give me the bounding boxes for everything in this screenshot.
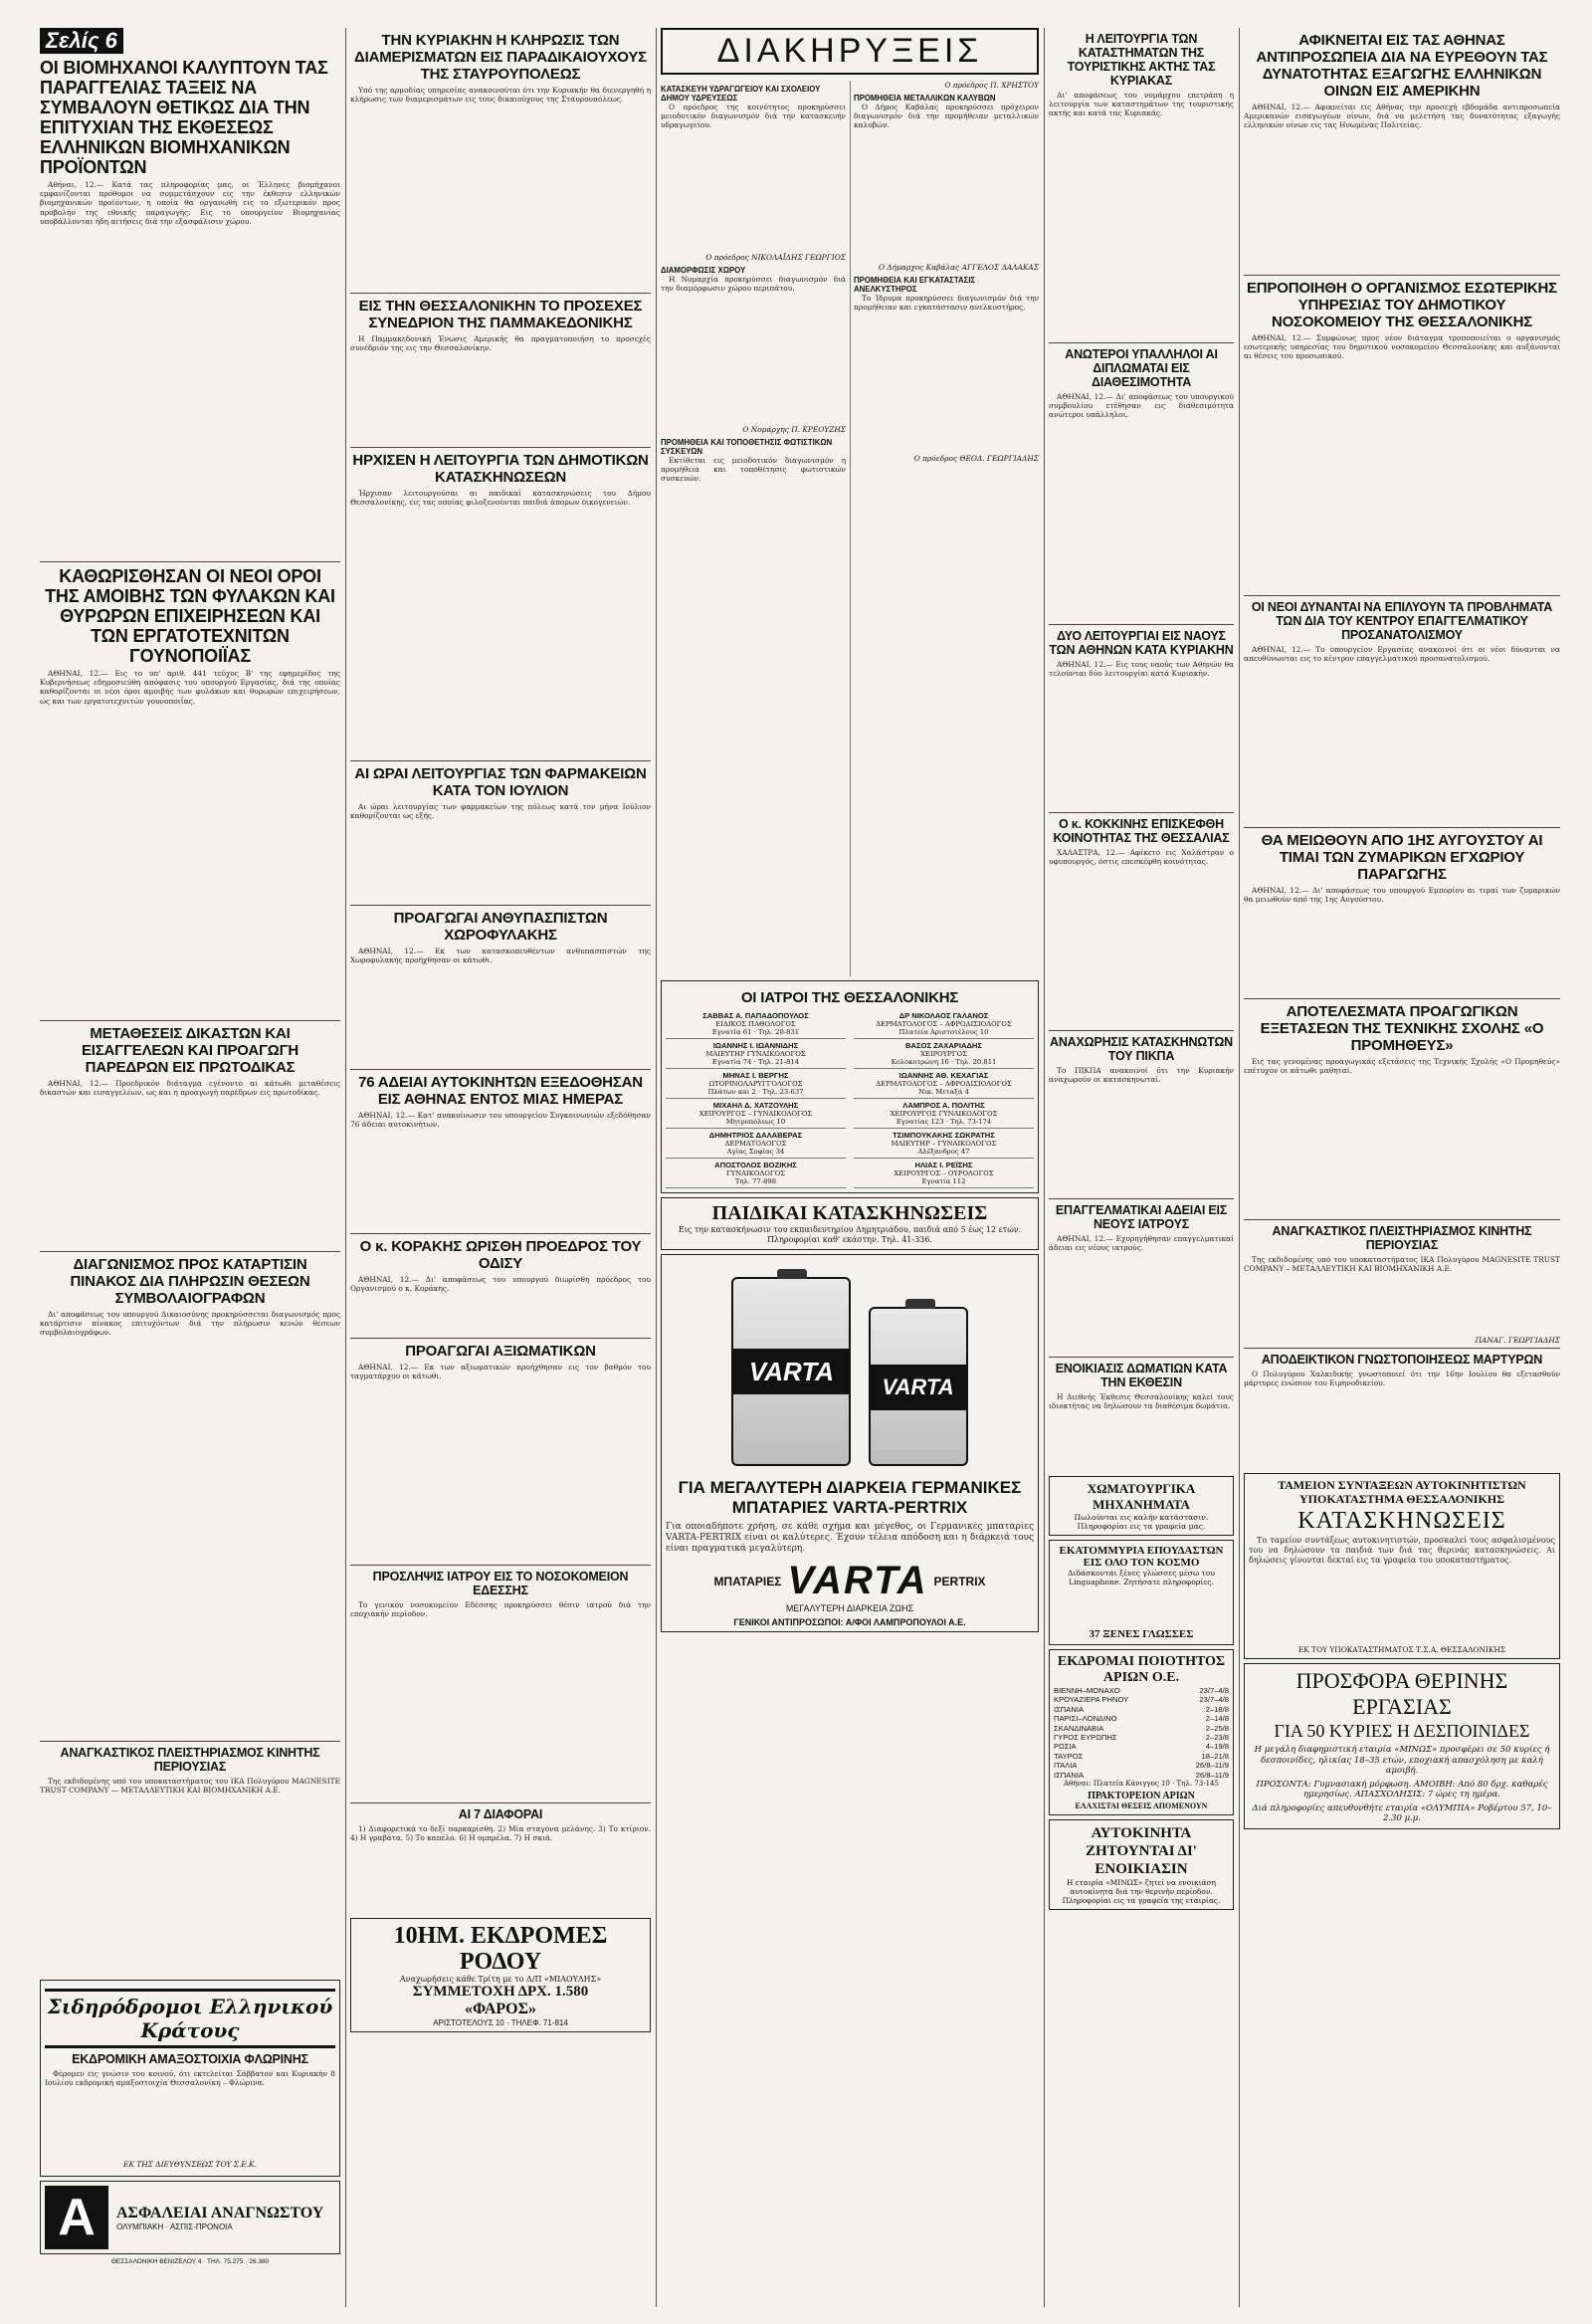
divider <box>1244 1219 1560 1220</box>
trip-row <box>1054 1761 1229 1770</box>
varta-logo: VARTA <box>787 1559 928 1602</box>
linguaphone-text: Διδάσκονται ξένες γλώσσες μέσω του Linguaphone. Ζητήσατε πληροφορίες. <box>1068 1569 1215 1586</box>
doctor-card <box>666 1039 846 1069</box>
doctor-name: ΙΩΑΝΝΗΣ Ι. ΙΩΑΝΝΙΔΗΣ <box>712 1041 799 1050</box>
doctor-specialty: ΕΙΔΙΚΟΣ ΠΑΘΟΛΟΓΟΣ <box>715 1020 796 1028</box>
divider <box>1049 1198 1234 1199</box>
article-headline: ΑΝΩΤΕΡΟΙ ΥΠΑΛΛΗΛΟΙ ΑΙ ΔΙΠΛΩΜΑΤΑΙ ΕΙΣ ΔΙΑΘΕΣΙΜΟΤΗΤΑ <box>1065 347 1218 389</box>
notice-item <box>661 85 846 262</box>
article-body: Το γενικόν νοσοκομείον Εδέσσης προκηρύσσει θέσιν ιατρού διά την εποχιακήν περίοδον. <box>350 1600 651 1619</box>
article-headline: ΔΙΑΓΩΝΙΣΜΟΣ ΠΡΟΣ ΚΑΤΑΡΤΙΣΙΝ ΠΙΝΑΚΟΣ ΔΙΑ ΠΛΗΡΩΣΙΝ ΘΕΣΕΩΝ ΣΥΜΒΟΛΑΙΟΓΡΑΦΩΝ <box>70 1256 310 1307</box>
trip-route: ΡΩΣΙΑ <box>1054 1742 1077 1752</box>
trip-dates: 23/7–4/8 <box>1199 1686 1229 1695</box>
varta-body: Για οποιαδήποτε χρήση, σε κάθε σχήμα και μέγεθος, οι Γερμανικές μπαταρίες VARTA-PERTRIX είναι οι καλύτερες. Έχουν τέλεια απόδοση και η διάρκειά τους είναι πραγματικά μεγαλύτερη. <box>666 1522 1034 1554</box>
rhodes-address: ΑΡΙΣΤΟΤΕΛΟΥΣ 10 · ΤΗΛΕΦ. 71-814 <box>433 2018 568 2027</box>
offer-text: Η μεγάλη διαφημιστική εταιρία «ΜΙΝΩΣ» προσφέρει σε 50 κυρίες ή δεσποινίδες, ηλικίας 18–35 ετών, εποχιακή απασχόληση με καλή αμοιβή. <box>1254 1745 1550 1776</box>
article-body: Ήρχισαν λειτουργούσαι αι παιδικαί κατασκηνώσεις του Δήμου Θεσσαλονίκης, εις τας οποίας φιλοξενούνται παιδιά άπορων οικογενειών. <box>350 489 651 508</box>
article-headline: ΑΙ 7 ΔΙΑΦΟΡΑΙ <box>458 1807 543 1821</box>
doctors-title: ΟΙ ΙΑΤΡΟΙ ΤΗΣ ΘΕΣΣΑΛΟΝΙΚΗΣ <box>740 989 959 1006</box>
notice-title: ΠΡΟΜΗΘΕΙΑ ΚΑΙ ΤΟΠΟΘΕΤΗΣΙΣ ΦΩΤΙΣΤΙΚΩΝ ΣΥΣΚΕΥΩΝ <box>661 438 833 456</box>
insurance-name: ΑΣΦΑΛΕΙΑΙ ΑΝΑΓΝΩΣΤΟΥ <box>116 2204 324 2221</box>
divider <box>1049 1357 1234 1358</box>
divider <box>40 561 340 562</box>
insurance-ad <box>40 2181 340 2254</box>
railway-subtitle: ΕΚΔΡΟΜΙΚΗ ΑΜΑΞΟΣΤΟΙΧΙΑ ΦΛΩΡΙΝΗΣ <box>72 2052 308 2066</box>
doctor-address: Εγνατία 112 <box>921 1177 966 1185</box>
rhodes-title: 10ΗΜ. ΕΚΔΡΟΜΕΣ ΡΟΔΟΥ <box>393 1923 608 1975</box>
notice-title: ΔΙΑΜΟΡΦΩΣΙΣ ΧΩΡΟΥ <box>661 266 746 275</box>
article-headline: ΕΝΟΙΚΙΑΣΙΣ ΔΩΜΑΤΙΩΝ ΚΑΤΑ ΤΗΝ ΕΚΘΕΣΙΝ <box>1055 1362 1228 1389</box>
varta-brand-right: PERTRIX <box>933 1574 986 1588</box>
article-body: ΑΘΗΝΑΙ, 12.— Συμφώνως προς νέον διάταγμα τροποποιείται ο οργανισμός εσωτερικής υπηρεσίας του δημοτικού νοσοκομείου Θεσσαλονίκης και αυξάνονται αι θέσεις του προσωπικού. <box>1244 333 1560 361</box>
article-headline: 76 ΑΔΕΙΑΙ ΑΥΤΟΚΙΝΗΤΩΝ ΕΞΕΔΟΘΗΣΑΝ ΕΙΣ ΑΘΗΝΑΣ ΕΝΤΟΣ ΜΙΑΣ ΗΜΕΡΑΣ <box>358 1074 643 1108</box>
doctor-address: Εγνατία 61 · Τηλ. 20-831 <box>711 1028 800 1036</box>
trip-dates: 26/8–11/9 <box>1195 1761 1229 1771</box>
doctor-specialty: ΓΥΝΑΙΚΟΛΟΓΟΣ <box>726 1169 785 1177</box>
article-body: Η Παμμακεδονική Ένωσις Αμερικής θα πραγματοποιήση το προσεχές συνέδριόν της εις την Θεσσαλονίκην. <box>350 334 651 353</box>
article-body: ΑΘΗΝΑΙ, 12.— Προεδρικόν διάταγμα εγένοντο αι κάτωθι μεταθέσεις δικαστών και εισαγγελέων, ως και η προαγωγή παρέδρων εις πρωτοδίκας. <box>40 1079 340 1098</box>
doctor-specialty: ΧΕΙΡΟΥΡΓΟΣ ΓΥΝΑΙΚΟΛΟΓΟΣ <box>890 1110 998 1118</box>
divider <box>350 760 651 761</box>
doctor-name: ΣΑΒΒΑΣ Α. ΠΑΠΑΔΟΠΟΥΛΟΣ <box>702 1011 809 1020</box>
trip-route: ΙΤΑΛΙΑ <box>1054 1761 1078 1771</box>
notice-body: Η Νομαρχία προκηρύσσει διαγωνισμόν διά την διαμόρφωσιν χώρου περιπάτου. <box>661 275 846 294</box>
article-body: ΑΘΗΝΑΙ, 12.— Δι' αποφάσεως του υπουργού διωρίσθη πρόεδρος του Οργανισμού ο κ. Κοράκης. <box>350 1275 651 1294</box>
page-number-tag <box>40 28 340 54</box>
divider <box>1244 827 1560 828</box>
varta-brand-row <box>666 1559 1034 1603</box>
witness-headline: ΑΠΟΔΕΙΚΤΙΚΟΝ ΓΝΩΣΤΟΠΟΙΗΣΕΩΣ ΜΑΡΤΥΡΩΝ <box>1261 1353 1543 1367</box>
divider <box>1244 595 1560 596</box>
trip-dates: 2–23/8 <box>1205 1733 1229 1743</box>
insurance-address: ΘΕΣΣΑΛΟΝΙΚΗ ΒΕΝΙΖΕΛΟΥ 4 · ΤΗΛ. 75.275 · 26.380 <box>110 2258 270 2265</box>
article-headline: ΔΥΟ ΛΕΙΤΟΥΡΓΙΑΙ ΕΙΣ ΝΑΟΥΣ ΤΩΝ ΑΘΗΝΩΝ ΚΑΤΑ ΚΥΡΙΑΚΗΝ <box>1049 629 1234 657</box>
trip-row <box>1054 1742 1229 1751</box>
notice-body: Ο πρόεδρος της κοινότητος προκηρύσσει μειοδοτικόν διαγωνισμόν διά την κατασκευήν υδραγωγείου. <box>661 103 846 130</box>
divider <box>1049 1030 1234 1031</box>
column-rule <box>1044 28 1045 2307</box>
divider <box>1049 812 1234 813</box>
notice-body: Το Ίδρυμα προκηρύσσει διαγωνισμόν διά την προμήθειαν και εγκατάστασιν ανελκυστήρος. <box>854 294 1039 313</box>
divider <box>1244 1348 1560 1349</box>
doctor-specialty: ΔΕΡΜΑΤΟΛΟΓΟΣ – ΑΦΡΟΔΙΣΙΟΛΟΓΟΣ <box>876 1080 1012 1088</box>
insurance-text <box>116 2205 323 2231</box>
divider <box>40 1251 340 1252</box>
column-5 <box>1244 28 1560 1833</box>
article-body: Αι ώραι λειτουργίας των φαρμακείων της πόλεως κατά τον μήνα Ιούλιον καθορίζονται ως εξής. <box>350 802 651 821</box>
fund-big-title: ΚΑΤΑΣΚΗΝΩΣΕΙΣ <box>1297 1508 1506 1534</box>
trip-dates: 26/8–11/9 <box>1195 1770 1229 1780</box>
article-body: Υπό της αρμοδίας υπηρεσίας ανακοινούται ότι την Κυριακήν θα διενεργηθή η κλήρωσις των διαμερισμάτων εις τους δικαιούχους της Σταυρουπόλεως. <box>350 86 651 105</box>
auction-signature: ΠΑΝΑΓ. ΓΕΩΡΓΙΑΔΗΣ <box>1475 1336 1560 1345</box>
column-rule <box>656 28 657 2307</box>
notice-title: ΠΡΟΜΗΘΕΙΑ ΚΑΙ ΕΓΚΑΤΑΣΤΑΣΙΣ ΑΝΕΛΚΥΣΤΗΡΟΣ <box>854 276 976 294</box>
article-body: Το ΠΙΚΠΑ ανακοινοί ότι την Κυριακήν αναχωρούν οι κατασκηνωταί. <box>1049 1066 1234 1085</box>
trip-route: ΣΚΑΝΔΙΝΑΒΙΑ <box>1054 1723 1104 1733</box>
article-body: ΑΘΗΝΑΙ, 12.— Αφικνείται εις Αθήνας την προσεχή εβδομάδα αντιπροσωπεία Αμερικανών εισαγωγέων οίνων, διά να μελετήση τας δυνατότητας εξαγωγής ελληνικών οίνων εις τας Ηνωμένας Πολιτείας. <box>1244 103 1560 130</box>
doctor-specialty: ΩΤΟΡΙΝΟΛΑΡΥΓΓΟΛΟΓΟΣ <box>708 1080 803 1088</box>
offer-contact: Διά πληροφορίες απευθυνθήτε εταιρία «ΟΛΥΜΠΙΑ» Ροβέρτου 57, 10–2.30 μ.μ. <box>1252 1802 1552 1823</box>
notice-signature: Ο Νομάρχης Π. ΚΡΕΟΥΖΗΣ <box>742 425 846 434</box>
article-headline: ΑΝΑΧΩΡΗΣΙΣ ΚΑΤΑΣΚΗΝΩΤΩΝ ΤΟΥ ΠΙΚΠΑ <box>1050 1035 1233 1063</box>
article-body: Δι' αποφάσεως του νομάρχου επετράπη η λειτουργία των καταστημάτων της τουριστικής ακτής και κατά τας Κυριακάς. <box>1049 91 1234 118</box>
trips-title: ΕΚΔΡΟΜΑΙ ΠΟΙΟΤΗΤΟΣ ΑΡΙΩΝ Ο.Ε. <box>1057 1654 1226 1685</box>
trip-route: ΠΑΡΙΣΙ–ΛΟΝΔΙΝΟ <box>1054 1714 1117 1724</box>
offer-requirements: ΠΡΟΣΟΝΤΑ: Γυμνασιακή μόρφωση. ΑΜΟΙΒΗ: Από 80 δρχ. καθαρές ημερησίως. ΑΠΑΣΧΟΛΗΣΙΣ: 7 ώρες τη ημέρα. <box>1256 1779 1548 1799</box>
article-body: ΑΘΗΝΑΙ, 12.— Εις το υπ' αριθ. 441 τεύχος Β' της εφημερίδος της Κυβερνήσεως εδημοσιεύθη απόφασις του υπουργού Εργασίας, διά της οποίας καθορίζονται οι νέοι όροι αμοιβής των φυλάκων και θυρωρών επιχειρήσεων, ως και των εργατοτεχνιτών γουνοποιΐας. <box>40 669 340 706</box>
notice-title: ΠΡΟΜΗΘΕΙΑ ΜΕΤΑΛΛΙΚΩΝ ΚΑΛΥΒΩΝ <box>854 94 996 103</box>
camps-title: ΠΑΙΔΙΚΑΙ ΚΑΤΑΣΚΗΝΩΣΕΙΣ <box>711 1202 988 1224</box>
article-headline: ΑΠΟΤΕΛΕΣΜΑΤΑ ΠΡΟΑΓΩΓΙΚΩΝ ΕΞΕΤΑΣΕΩΝ ΤΗΣ ΤΕΧΝΙΚΗΣ ΣΧΟΛΗΣ «Ο ΠΡΟΜΗΘΕΥΣ» <box>1260 1003 1544 1054</box>
article-body: ΑΘΗΝΑΙ, 12.— Δι' αποφάσεως του υπουργικού συμβουλίου ετέθησαν εις διαθεσιμότητα ανώτεροι υπάλληλοι. <box>1049 392 1234 420</box>
varta-brand-left: ΜΠΑΤΑΡΙΕΣ <box>713 1574 782 1588</box>
rhodes-agency: «ΦΑΡΟΣ» <box>464 2001 537 2017</box>
doctor-name: ΛΑΜΠΡΟΣ Α. ΠΟΛΙΤΗΣ <box>902 1101 985 1110</box>
doctor-card <box>666 1099 846 1129</box>
divider <box>1244 275 1560 276</box>
column-1 <box>40 28 340 2265</box>
office-sub: ΕΛΑΧΙΣΤΑΙ ΘΕΣΕΙΣ ΑΠΟΜΕΝΟΥΝ <box>1075 1801 1208 1811</box>
doctor-card <box>666 1129 846 1159</box>
divider <box>350 1565 651 1566</box>
announcements-banner: ΔΙΑΚΗΡΥΞΕΙΣ <box>661 28 1039 75</box>
doctor-card <box>854 1129 1034 1159</box>
article-body: ΑΘΗΝΑΙ, 12.— Εχορηγήθησαν επαγγελματικαί άδειαι εις νέους ιατρούς. <box>1049 1234 1234 1253</box>
article-body: ΑΘΗΝΑΙ, 12.— Εκ των αξιωματικών προήχθησαν εις τον βαθμόν του ταγματάρχου οι κάτωθι. <box>350 1363 651 1381</box>
trip-route: ΚΡΟΥΑΖΙΕΡΑ ΡΗΝΟΥ <box>1054 1695 1129 1705</box>
notice-item <box>854 276 1039 463</box>
trip-dates: 4–19/8 <box>1205 1742 1229 1752</box>
doctor-name: ΙΩΑΝΝΗΣ ΑΘ. ΚΕΧΑΓΙΑΣ <box>898 1071 989 1080</box>
trip-row <box>1054 1733 1229 1742</box>
rhodes-ad <box>350 1918 651 2032</box>
article-body: Εις τας γενομένας προαγωγικάς εξετάσεις της Τεχνικής Σχολής «Ο Προμηθεύς» επέτυχον οι κάτωθι μαθηταί. <box>1244 1057 1560 1076</box>
doctor-address: Εγνατία 74 · Τηλ. 21-814 <box>711 1058 800 1066</box>
article-headline: ΕΠΡΟΠΟΙΗΘΗ Ο ΟΡΓΑΝΙΣΜΟΣ ΕΣΩΤΕΡΙΚΗΣ ΥΠΗΡΕΣΙΑΣ ΤΟΥ ΔΗΜΟΤΙΚΟΥ ΝΟΣΟΚΟΜΕΙΟΥ ΤΗΣ ΘΕΣΣΑΛΟΝΙΚΗΣ <box>1247 280 1557 330</box>
auction-headline: ΑΝΑΓΚΑΣΤΙΚΟΣ ΠΛΕΙΣΤΗΡΙΑΣΜΟΣ ΚΙΝΗΤΗΣ ΠΕΡΙΟΥΣΙΑΣ <box>60 1746 320 1774</box>
doctor-address: Μητροπόλεως 10 <box>725 1118 786 1126</box>
doctor-name: ΑΠΟΣΤΟΛΟΣ ΒΟΖΙΚΗΣ <box>714 1161 797 1169</box>
doctor-card <box>854 1099 1034 1129</box>
trip-route: ΓΥΡΟΣ ΕΥΡΩΠΗΣ <box>1054 1733 1117 1743</box>
doctor-specialty: ΧΕΙΡΟΥΡΓΟΣ – ΓΥΝΑΙΚΟΛΟΓΟΣ <box>698 1110 813 1118</box>
article-headline: ΚΑΘΩΡΙΣΘΗΣΑΝ ΟΙ ΝΕΟΙ ΟΡΟΙ ΤΗΣ ΑΜΟΙΒΗΣ ΤΩΝ ΦΥΛΑΚΩΝ ΚΑΙ ΘΥΡΩΡΩΝ ΕΠΙΧΕΙΡΗΣΕΩΝ ΚΑΙ ΤΩΝ ΕΡΓΑΤΟΤΕΧΝΙΤΩΝ ΓΟΥΝΟΠΟΙΪΑΣ <box>45 566 335 666</box>
notice-signature: Ο πρόεδρος ΝΙΚΟΛΑΪΔΗΣ ΓΕΩΡΓΙΟΣ <box>705 253 846 262</box>
fund-text: Το ταμείον συντάξεως αυτοκινητιστών, προσκαλεί τους ασφαλισμένους του να δηλώσουν τα παιδιά των διά τας θερινάς κατασκηνώσεις. Αι δηλώσεις γίνονται δεκταί εις τα γραφεία του υποκαταστήματος. <box>1249 1536 1555 1565</box>
trip-dates: 2–25/8 <box>1205 1723 1229 1733</box>
divider <box>350 905 651 906</box>
battery-cap <box>905 1299 935 1309</box>
lead-headline: ΟΙ ΒΙΟΜΗΧΑΝΟΙ ΚΑΛΥΠΤΟΥΝ ΤΑΣ ΠΑΡΑΓΓΕΛΙΑΣ ΤΑΞΕΙΣ ΝΑ ΣΥΜΒΑΛΟΥΝ ΘΕΤΙΚΩΣ ΔΙΑ ΤΗΝ ΕΠΙΤΥΧΙΑΝ ΤΗΣ ΕΚΘΕΣΕΩΣ ΕΛΛΗΝΙΚΩΝ ΒΙΟΜΗΧΑΝΙΚΩΝ ΠΡΟΪΟΝΤΩΝ <box>40 58 328 177</box>
linguaphone-ad <box>1049 1540 1234 1645</box>
article-headline: ΜΕΤΑΘΕΣΕΙΣ ΔΙΚΑΣΤΩΝ ΚΑΙ ΕΙΣΑΓΓΕΛΕΩΝ ΚΑΙ ΠΡΟΑΓΩΓΗ ΠΑΡΕΔΡΩΝ ΕΙΣ ΠΡΩΤΟΔΙΚΑΣ <box>81 1025 299 1076</box>
article-headline: Ο κ. ΚΟΚΚΙΝΗΣ ΕΠΙΣΚΕΦΘΗ ΚΟΙΝΟΤΗΤΑΣ ΤΗΣ ΘΕΣΣΑΛΙΑΣ <box>1053 817 1230 845</box>
varta-headline: ΓΙΑ ΜΕΓΑΛΥΤΕΡΗ ΔΙΑΡΚΕΙΑ ΓΕΡΜΑΝΙΚΕΣ ΜΠΑΤΑΡΙΕΣ VARTA-PERTRIX <box>678 1478 1022 1517</box>
doctor-specialty: ΧΕΙΡΟΥΡΓΟΣ <box>920 1050 967 1058</box>
doctor-name: ΜΗΝΑΣ Ι. ΒΕΡΓΗΣ <box>722 1071 789 1080</box>
railway-body: Φέρομεν εις γνώσιν του κοινού, ότι εκτελείται Σάββατον και Κυριακήν 8 Ιουλίου εκδρομική αμαξοστοιχία Θεσσαλονίκη – Φλώρινα. <box>45 2069 335 2088</box>
notice-body: Ο Δήμος Καβάλας προκηρύσσει πρόχειρον διαγωνισμόν διά την προμήθειαν μεταλλικών καλυβών. <box>854 103 1039 130</box>
article-body: ΧΑΛΑΣΤΡΑ, 12.— Αφίκετο εις Χαλάστραν ο υφυπουργός, όστις επεσκέφθη κοινότητας. <box>1049 848 1234 867</box>
trip-route: ΒΙΕΝΝΗ–ΜΟΝΑΧΟ <box>1054 1686 1120 1695</box>
linguaphone-title: ΕΚΑΤΟΜΜΥΡΙΑ ΕΠΟΥΔΑΣΤΩΝ ΕΙΣ ΟΛΟ ΤΟΝ ΚΟΣΜΟ <box>1059 1545 1224 1569</box>
doctor-card <box>666 1009 846 1039</box>
trip-row <box>1054 1752 1229 1761</box>
article-headline: ΟΙ ΝΕΟΙ ΔΥΝΑΝΤΑΙ ΝΑ ΕΠΙΛΥΟΥΝ ΤΑ ΠΡΟΒΛΗΜΑΤΑ ΤΩΝ ΔΙΑ ΤΟΥ ΚΕΝΤΡΟΥ ΕΠΑΓΓΕΛΜΑΤΙΚΟΥ ΠΡΟΣΑΝΑΤΟΛΙΣΜΟΥ <box>1251 600 1553 642</box>
cars-ad <box>1049 1819 1234 1910</box>
notice-item <box>661 266 846 434</box>
doctors-directory <box>661 980 1039 1193</box>
article-body: Η Διεθνής Έκθεσις Θεσσαλονίκης καλεί τους ιδιοκτήτας να δηλώσουν τα διαθέσιμα δωμάτια. <box>1049 1392 1234 1411</box>
article-body: ΑΘΗΝΑΙ, 12.— Κατ' ανακοίνωσιν του υπουργείου Συγκοινωνιών εξεδόθησαν 76 άδειαι αυτοκινήτων. <box>350 1111 651 1130</box>
doctor-card <box>854 1039 1034 1069</box>
battery-label: VARTA <box>733 1349 849 1394</box>
doctor-name: ΔΗΜΗΤΡΙΟΣ ΔΑΛΑΒΕΡΑΣ <box>708 1131 803 1140</box>
battery-label: VARTA <box>871 1365 966 1410</box>
divider <box>1049 342 1234 343</box>
insurance-sub: ΟΛΥΜΠΙΑΚΗ · ΑΣΠΙΣ-ΠΡΟΝΟΙΑ <box>116 2221 233 2231</box>
announcements-list <box>661 81 1039 976</box>
doctor-specialty: ΧΕΙΡΟΥΡΓΟΣ – ΟΥΡΟΛΟΓΟΣ <box>894 1169 994 1177</box>
divider <box>350 1802 651 1803</box>
article-headline: ΕΙΣ ΤΗΝ ΘΕΣΣΑΛΟΝΙΚΗΝ ΤΟ ΠΡΟΣΕΧΕΣ ΣΥΝΕΔΡΙΟΝ ΤΗΣ ΠΑΜΜΑΚΕΔΟΝΙΚΗΣ <box>358 298 643 331</box>
doctor-address: Κολοκοτρώνη 16 · Τηλ. 20.811 <box>891 1058 997 1066</box>
article-headline: ΑΙ ΩΡΑΙ ΛΕΙΤΟΥΡΓΙΑΣ ΤΩΝ ΦΑΡΜΑΚΕΙΩΝ ΚΑΤΑ ΤΟΝ ΙΟΥΛΙΟΝ <box>354 765 647 799</box>
notice-body: Εκτίθεται εις μειοδοτικόν διαγωνισμόν η προμήθεια και τοποθέτησις φωτιστικών συσκευών. <box>661 456 846 484</box>
trips-ad <box>1049 1649 1234 1815</box>
trip-route: ΙΣΠΑΝΙΑ <box>1054 1704 1085 1714</box>
article-headline: ΑΦΙΚΝΕΙΤΑΙ ΕΙΣ ΤΑΣ ΑΘΗΝΑΣ ΑΝΤΙΠΡΟΣΩΠΕΙΑ ΔΙΑ ΝΑ ΕΥΡΕΘΟΥΝ ΤΑΣ ΔΥΝΑΤΟΤΗΤΑΣ ΕΞΑΓΩΓΗΣ ΕΛΛΗΝΙΚΩΝ ΟΙΝΩΝ ΕΙΣ ΑΜΕΡΙΚΗΝ <box>1256 32 1548 100</box>
newspaper-page <box>40 28 1560 2307</box>
insurance-logo-icon: Α <box>45 2186 108 2249</box>
trip-dates: 2–14/8 <box>1205 1714 1229 1724</box>
doctor-address: Αλέξανδρος 47 <box>917 1148 970 1156</box>
office-title: ΠΡΑΚΤΟΡΕΙΟΝ ΑΡΙΩΝ <box>1088 1791 1195 1802</box>
trip-route: ΙΣΠΑΝΙΑ <box>1054 1770 1085 1780</box>
article-body: ΑΘΗΝΑΙ, 12.— Εκ των κατασκοπευθέντων ανθυπασπιστών της Χωροφυλακής προήχθησαν οι κάτωθι. <box>350 947 651 965</box>
article-body: ΑΘΗΝΑΙ, 12.— Δι' αποφάσεως του υπουργού Εμπορίου αι τιμαί των ζυμαρικών θα μειωθούν από της 1ης Αυγούστου. <box>1244 886 1560 905</box>
doctor-name: ΜΙΧΑΗΛ Δ. ΧΑΤΖΟΥΛΗΣ <box>712 1101 799 1110</box>
auction-body: Της εκδιδομένης υπό του υποκαταστήματος του ΙΚΑ Πολυγύρου MAGNESITE TRUST COMPANY — ΜΕΤΑΛΛΕΥΤΙΚΗ ΚΑΙ ΒΙΟΜΗΧΑΝΙΚΗ Α.Ε. <box>40 1777 340 1796</box>
cars-title: ΑΥΤΟΚΙΝΗΤΑ ΖΗΤΟΥΝΤΑΙ ΔΙ' ΕΝΟΙΚΙΑΣΙΝ <box>1086 1825 1197 1878</box>
doctor-specialty: ΜΑΙΕΥΤΗΡ – ΓΥΝΑΙΚΟΛΟΓΟΣ <box>891 1140 997 1148</box>
notice-title: ΚΑΤΑΣΚΕΥΗ ΥΔΡΑΓΩΓΕΙΟΥ ΚΑΙ ΣΧΟΛΕΙΟΥ ΔΗΜΟΥ ΥΔΡΕΥΣΕΩΣ <box>661 85 821 103</box>
article-body: Αθήναι, 12.— Κατά τας πληροφορίας μας, οι Έλληνες βιομήχανοι εμφανίζονται πρόθυμοι να συμμετάσχουν εις την έκθεσιν ελληνικών βιομηχανικών προϊόντων, η οποία θα οργανωθή εις το εξωτερικόν προς προβολήν της εθνικής παραγωγής. Εις το υπουργείον Βιομηχανίας υποβάλλονται ήδη αιτήσεις διά την εξασφάλισιν χώρου. <box>40 180 340 226</box>
varta-batteries-illustration <box>666 1259 1034 1478</box>
trip-row <box>1054 1686 1229 1695</box>
doctor-address: Πλατεία Αριστοτέλους 10 <box>898 1028 989 1036</box>
notice-item <box>854 94 1039 272</box>
divider <box>350 447 651 448</box>
trip-row <box>1054 1724 1229 1733</box>
camps-text: Εις την κατασκήνωσιν του εκπαιδευτηρίου Δημητριάδου, παιδιά από 5 έως 12 ετών. Πληροφορίαι καθ' εκάστην. Τηλ. 41-336. <box>678 1225 1022 1244</box>
doctor-card <box>666 1159 846 1188</box>
doctor-address: Πλάτων και 2 · Τηλ. 23-637 <box>707 1088 804 1096</box>
divider <box>350 1233 651 1234</box>
railway-logo-text: Σιδηρόδρομοι Ελληνικού Κράτους <box>45 1989 335 2048</box>
doctor-card <box>666 1069 846 1099</box>
article-body: 1) Διαφορετικά το δεξί παρκαρίσθη. 2) Μία σταγόνα μελάνης. 3) Το κτίριον. 4) Η γραβάτα. 5) Το καπέλο. 6) Η ομπρέλα. 7) Η σκιά. <box>350 1824 651 1843</box>
notice-signature: Ο πρόεδρος Π. ΧΡΗΣΤΟΥ <box>944 81 1039 90</box>
divider <box>350 293 651 294</box>
column-rule <box>345 28 346 2307</box>
column-4 <box>1049 28 1234 1914</box>
divider <box>1244 998 1560 999</box>
doctor-name: ΗΛΙΑΣ Ι. ΡΕΪΣΗΣ <box>914 1161 973 1169</box>
trip-dates: 23/7–4/8 <box>1199 1695 1229 1705</box>
article-headline: ΕΠΑΓΓΕΛΜΑΤΙΚΑΙ ΑΔΕΙΑΙ ΕΙΣ ΝΕΟΥΣ ΙΑΤΡΟΥΣ <box>1055 1203 1228 1231</box>
article-body: ΑΘΗΝΑΙ, 12.— Το υπουργείον Εργασίας ανακοινοί ότι οι νέοι δύνανται να απευθύνωνται εις το κέντρον επαγγελματικού προσανατολισμού. <box>1244 645 1560 664</box>
camps-ad <box>661 1197 1039 1250</box>
article-headline: Ο κ. ΚΟΡΑΚΗΣ ΩΡΙΣΘΗ ΠΡΟΕΔΡΟΣ ΤΟΥ ΟΔΙΣΥ <box>359 1238 642 1272</box>
page-number-label: Σελίς 6 <box>40 28 123 54</box>
column-3 <box>661 28 1039 1636</box>
doctor-card <box>854 1159 1034 1188</box>
doctor-address: Εγνατίας 123 · Τηλ. 73-174 <box>896 1118 992 1126</box>
article-headline: ΘΑ ΜΕΙΩΘΟΥΝ ΑΠΟ 1ΗΣ ΑΥΓΟΥΣΤΟΥ ΑΙ ΤΙΜΑΙ ΤΩΝ ΖΥΜΑΡΙΚΩΝ ΕΓΧΩΡΙΟΥ ΠΑΡΑΓΩΓΗΣ <box>1261 832 1543 883</box>
battery-icon <box>731 1277 851 1466</box>
varta-agents: ΓΕΝΙΚΟΙ ΑΝΤΙΠΡΟΣΩΠΟΙ: Α/ΦΟΙ ΛΑΜΠΡΟΠΟΥΛΟΙ Α.Ε. <box>733 1617 966 1627</box>
battery-cap <box>777 1269 807 1279</box>
notice-signature: Ο Δήμαρχος Καβάλας ΑΓΓΕΛΟΣ ΔΑΛΑΚΑΣ <box>878 263 1039 272</box>
article-headline: ΗΡΧΙΣΕΝ Η ΛΕΙΤΟΥΡΓΙΑ ΤΩΝ ΔΗΜΟΤΙΚΩΝ ΚΑΤΑΣΚΗΝΩΣΕΩΝ <box>352 452 649 486</box>
article-headline: ΠΡΟΑΓΩΓΑΙ ΑΞΙΩΜΑΤΙΚΩΝ <box>405 1343 596 1360</box>
divider <box>40 1741 340 1742</box>
linguaphone-footer: 37 ΞΕΝΕΣ ΓΛΩΣΣΕΣ <box>1089 1628 1194 1640</box>
fund-signature: ΕΚ ΤΟΥ ΥΠΟΚΑΤΑΣΤΗΜΑΤΟΣ Τ.Σ.Α. ΘΕΣΣΑΛΟΝΙΚΗΣ <box>1297 1645 1506 1654</box>
doctor-address: Τηλ. 77-898 <box>734 1177 777 1185</box>
rhodes-price: ΣΥΜΜΕΤΟΧΗ ΔΡΧ. 1.580 <box>412 1984 589 2000</box>
offer-subtitle: ΓΙΑ 50 ΚΥΡΙΕΣ Η ΔΕΣΠΟΙΝΙΔΕΣ <box>1274 1721 1530 1741</box>
pension-fund-ad <box>1244 1473 1560 1659</box>
witness-body: Ο Πολυγύρου Χαλκιδικής γνωστοποιεί ότι την 16ην Ιουλίου θα εξετασθούν μάρτυρες ενώπιον του Ειρηνοδικείου. <box>1244 1370 1560 1388</box>
article-body: Δι' αποφάσεως του υπουργού Δικαιοσύνης προκηρύσσεται διαγωνισμός προς κατάρτισιν πίνακος επιτυχόντων διά την πλήρωσιν κενών θέσεων συμβολαιογράφων. <box>40 1310 340 1338</box>
battery-icon <box>869 1307 968 1466</box>
varta-slogan: ΜΕΓΑΛΥΤΕΡΗ ΔΙΑΡΚΕΙΑ ΖΩΗΣ <box>785 1603 914 1613</box>
auction-body: Της εκδιδομένης υπό του υποκαταστήματος ΙΚΑ Πολυγύρου MAGNESITE TRUST COMPANY – ΜΕΤΑΛΛΕΥΤΙΚΗ ΚΑΙ ΒΙΟΜΗΧΑΝΙΚΗ Α.Ε. <box>1244 1255 1560 1274</box>
trip-dates: 18–21/8 <box>1201 1751 1229 1761</box>
doctor-name: ΤΣΙΜΠΟΥΚΑΚΗΣ ΣΩΚΡΑΤΗΣ <box>893 1131 995 1140</box>
divider <box>350 1338 651 1339</box>
column-2 <box>350 28 651 2036</box>
summer-job-ad <box>1244 1663 1560 1829</box>
article-headline: ΤΗΝ ΚΥΡΙΑΚΗΝ Η ΚΛΗΡΩΣΙΣ ΤΩΝ ΔΙΑΜΕΡΙΣΜΑΤΩΝ ΕΙΣ ΠΑΡΑΔΙΚΑΙΟΥΧΟΥΣ ΤΗΣ ΣΤΑΥΡΟΥΠΟΛΕΩΣ <box>354 32 647 83</box>
divider <box>350 1069 651 1070</box>
doctor-name: ΔΡ ΝΙΚΟΛΑΟΣ ΓΑΛΑΝΟΣ <box>898 1011 989 1020</box>
varta-ad <box>661 1254 1039 1632</box>
trip-row <box>1054 1705 1229 1714</box>
trip-row <box>1054 1771 1229 1780</box>
doctor-name: ΒΑΣΟΣ ΖΑΧΑΡΙΑΔΗΣ <box>905 1041 982 1050</box>
railway-ad <box>40 1980 340 2177</box>
rhodes-text: Αναχωρήσεις κάθε Τρίτη με το Δ/Π «ΜΙΑΟΥΛΗΣ» <box>399 1975 602 1984</box>
trip-row <box>1054 1714 1229 1723</box>
notice-signature: Ο πρόεδρος ΘΕΟΔ. ΓΕΩΡΓΙΑΔΗΣ <box>913 454 1039 463</box>
trip-row <box>1054 1695 1229 1704</box>
cars-text: Η εταιρία «ΜΙΝΩΣ» ζητεί να ενοικιάση αυτοκίνητα διά την θερινήν περίοδον. Πληροφορίαι εις τα γραφεία της εταιρίας. <box>1062 1878 1221 1906</box>
auction-headline: ΑΝΑΓΚΑΣΤΙΚΟΣ ΠΛΕΙΣΤΗΡΙΑΣΜΟΣ ΚΙΝΗΤΗΣ ΠΕΡΙΟΥΣΙΑΣ <box>1272 1224 1532 1252</box>
doctor-specialty: ΔΕΡΜΑΤΟΛΟΓΟΣ <box>724 1140 787 1148</box>
article-body: ΑΘΗΝΑΙ, 12.— Εις τους ναούς των Αθηνών θα τελούνται δύο λειτουργίαι κατά Κυριακήν. <box>1049 660 1234 679</box>
doctor-address: Αγίας Σοφίας 34 <box>726 1148 785 1156</box>
article-headline: Η ΛΕΙΤΟΥΡΓΙΑ ΤΩΝ ΚΑΤΑΣΤΗΜΑΤΩΝ ΤΗΣ ΤΟΥΡΙΣΤΙΚΗΣ ΑΚΤΗΣ ΤΑΣ ΚΥΡΙΑΚΑΣ <box>1067 32 1216 88</box>
doctor-address: Νικ. Μεταξά 4 <box>918 1088 969 1096</box>
doctor-specialty: ΔΕΡΜΑΤΟΛΟΓΟΣ – ΑΦΡΟΔΙΣΙΟΛΟΓΟΣ <box>876 1020 1012 1028</box>
trip-route: ΤΑΥΡΟΣ <box>1054 1751 1084 1761</box>
offer-title: ΠΡΟΣΦΟΡΑ ΘΕΡΙΝΗΣ ΕΡΓΑΣΙΑΣ <box>1295 1668 1508 1719</box>
divider <box>1049 624 1234 625</box>
machinery-title: ΧΩΜΑΤΟΥΡΓΙΚΑ ΜΗΧΑΝΗΜΑΤΑ <box>1087 1481 1196 1512</box>
railway-signature: ΕΚ ΤΗΣ ΔΙΕΥΘΥΝΣΕΩΣ ΤΟΥ Σ.Ε.Κ. <box>123 2160 257 2169</box>
divider <box>40 1020 340 1021</box>
doctor-card <box>854 1069 1034 1099</box>
trips-address: Αθήναι: Πλατεία Κάνιγγος 10 · Τηλ. 73-145 <box>1064 1780 1219 1789</box>
doctors-grid <box>666 1009 1034 1188</box>
doctor-specialty: ΜΑΙΕΥΤΗΡ ΓΥΝΑΙΚΟΛΟΓΟΣ <box>705 1050 806 1058</box>
column-rule <box>1239 28 1240 2307</box>
machinery-text: Πωλούνται εις καλήν κατάστασιν. Πληροφορίαι εις τα γραφεία μας. <box>1074 1513 1209 1531</box>
article-headline: ΠΡΟΑΓΩΓΑΙ ΑΝΘΥΠΑΣΠΙΣΤΩΝ ΧΩΡΟΦΥΛΑΚΗΣ <box>393 910 608 944</box>
machinery-ad <box>1049 1476 1234 1536</box>
fund-title: ΤΑΜΕΙΟΝ ΣΥΝΤΑΞΕΩΝ ΑΥΤΟΚΙΝΗΤΙΣΤΩΝ ΥΠΟΚΑΤΑΣΤΗΜΑ ΘΕΣΣΑΛΟΝΙΚΗΣ <box>1278 1478 1526 1506</box>
article-headline: ΠΡΟΣΛΗΨΙΣ ΙΑΤΡΟΥ ΕΙΣ ΤΟ ΝΟΣΟΚΟΜΕΙΟΝ ΕΔΕΣΣΗΣ <box>372 1570 629 1597</box>
trip-dates: 2–18/8 <box>1205 1704 1229 1714</box>
trips-table <box>1054 1686 1229 1780</box>
doctor-card <box>854 1009 1034 1039</box>
